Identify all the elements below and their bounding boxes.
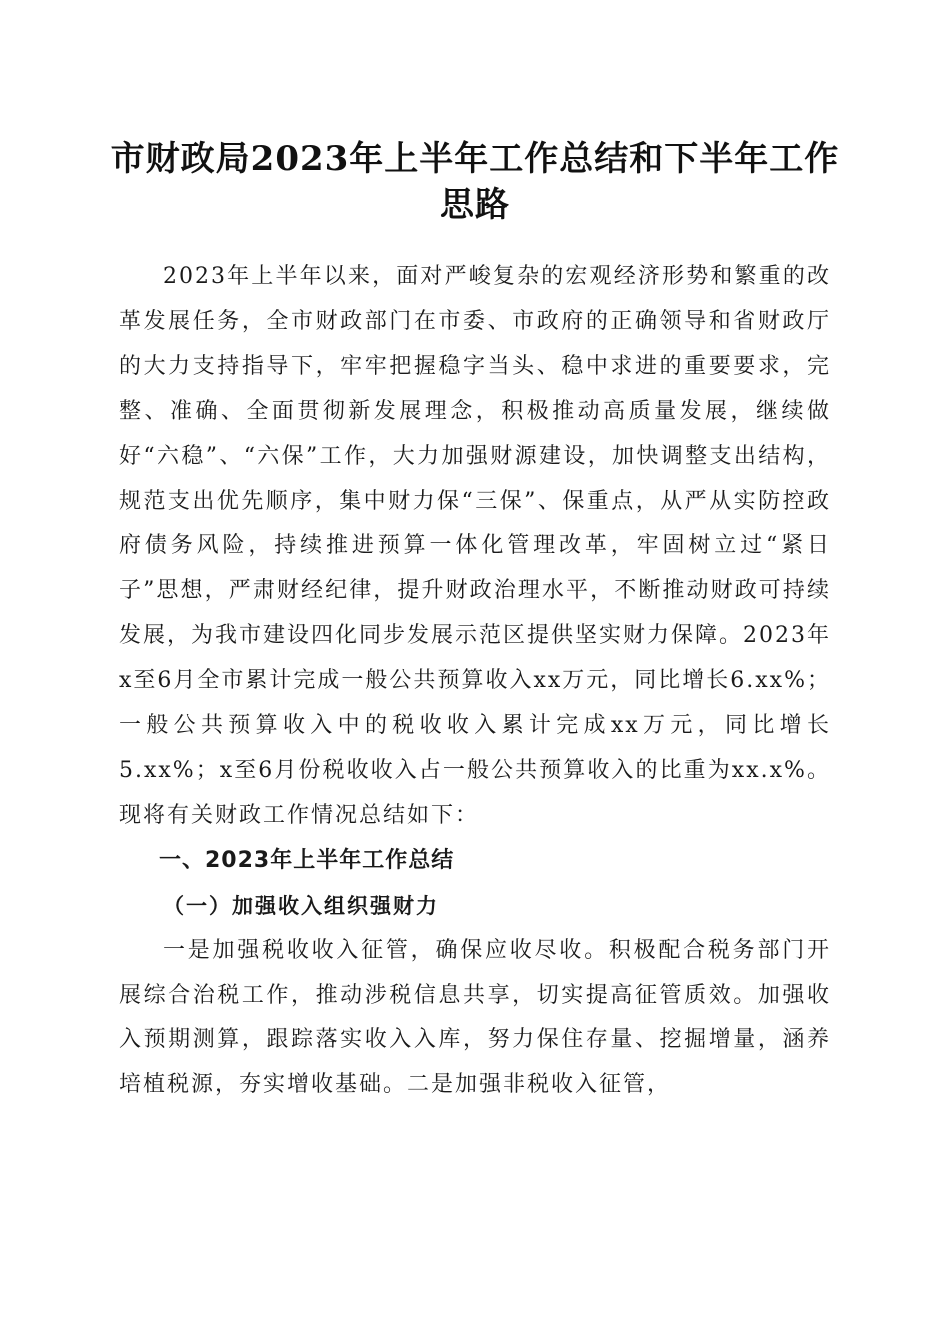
intro-paragraph: 2023年上半年以来，面对严峻复杂的宏观经济形势和繁重的改革发展任务，全市财政部门在市委、市政府的正确领导和省财政厅的大力支持指导下，牢牢把握稳字当头、稳中求进的重要要求，完整、准确、全面贯彻新发展理念，积极推动高质量发展，继续做好“六稳”、“六保”工作，大力加强财源建设，加快调整支出结构，规范支出优先顺序，集中财力保“三保”、保重点，从严从实防控政府债务风险，持续推进预算一体化管理改革，牢固树立过“紧日子”思想，严肃财经纪律，提升财政治理水平，不断推动财政可持续发展，为我市建设四化同步发展示范区提供坚实财力保障。2023年x至6月全市累计完成一般公共预算收入xx万元，同比增长6.xx%；一般公共预算收入中的税收收入累计完成xx万元，同比增长5.xx%；x至6月份税收收入占一般公共预算收入的比重为xx.x%。现将有关财政工作情况总结如下：	[119, 264, 831, 828]
document-title: 市财政局2023年上半年工作总结和下半年工作思路	[110, 139, 840, 225]
subsection-paragraph: 一是加强税收收入征管，确保应收尽收。积极配合税务部门开展综合治税工作，推动涉税信息共享，切实提高征管质效。加强收入预期测算，跟踪落实收入入库，努力保住存量、挖掘增量，涵养培植税源，夯实增收基础。二是加强非税收入征管，	[119, 937, 831, 1098]
subsection-heading: （一）加强收入组织强财力	[163, 892, 439, 918]
document-body	[119, 255, 831, 1108]
section-heading: 一、2023年上半年工作总结	[159, 847, 455, 873]
